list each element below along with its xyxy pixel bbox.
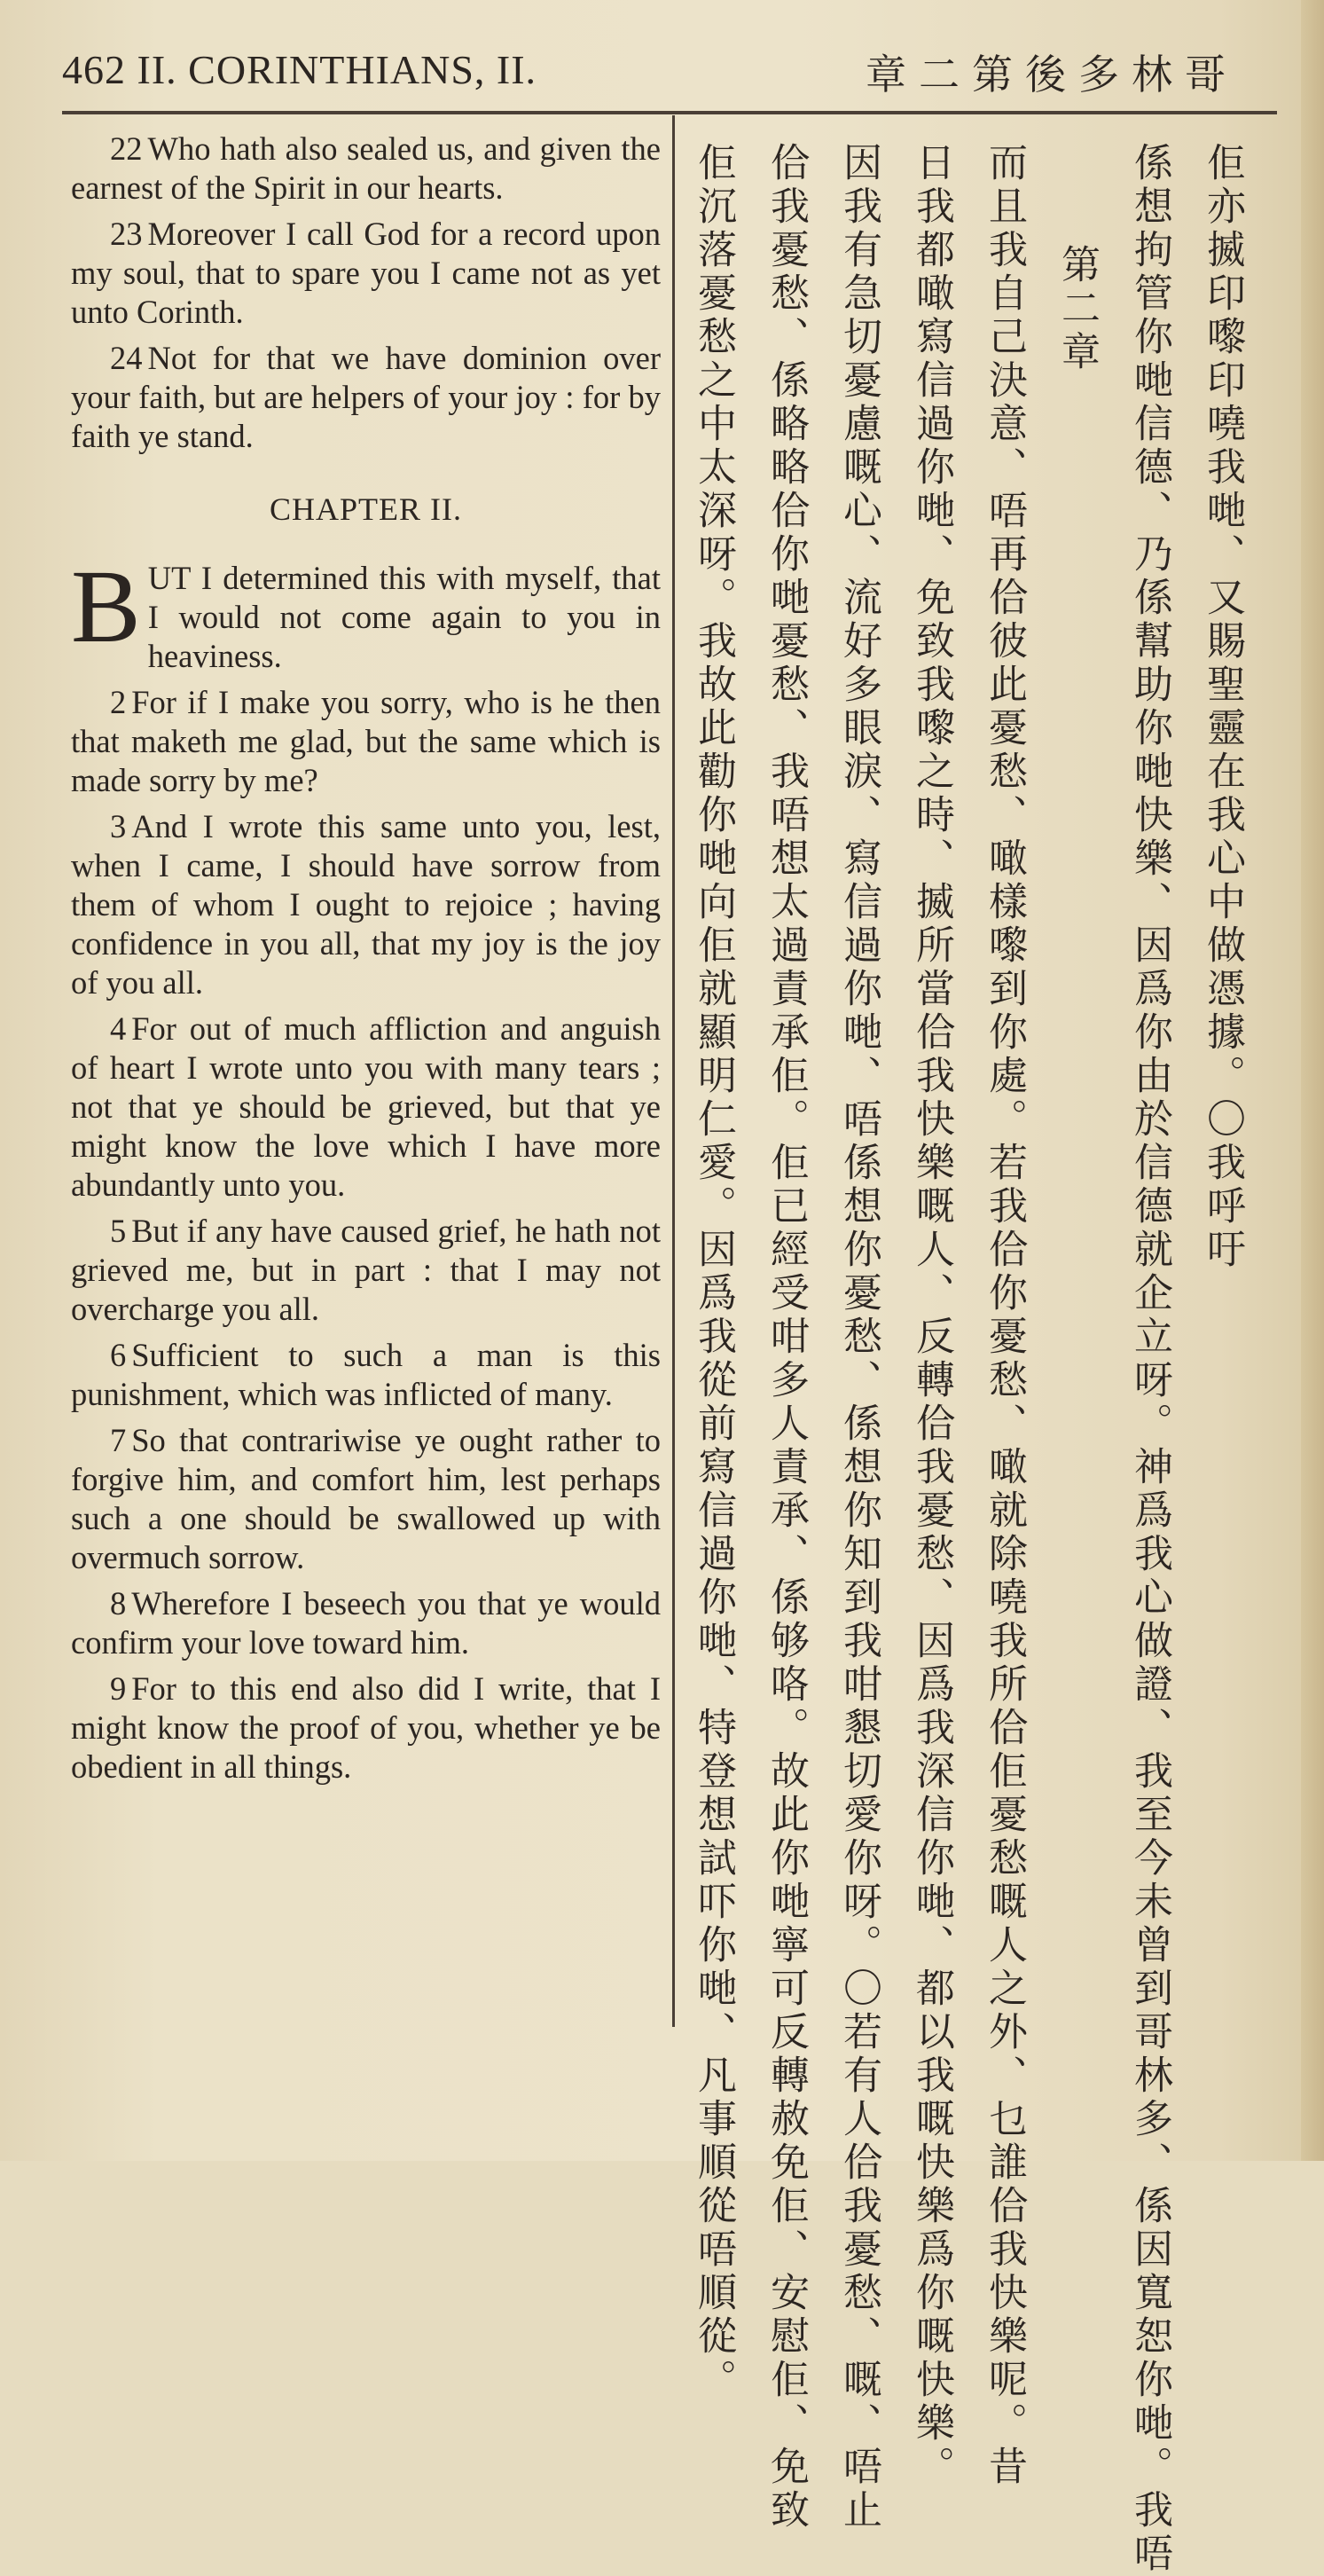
running-head-chinese: 章二第後多林哥 [866,51,1238,98]
verse-1 [71,548,661,676]
verse-text: Who hath also sealed us, and given the earnest of the Spirit in our hearts. [71,130,661,206]
verse-text: And I wrote this same unto you, lest, when I came, I should have sorrow from them of whom I ought to rejoice ; having confidence in you all, that my joy is the joy of you all. [71,808,661,1001]
chinese-text-column: 日我都噉寫信過你哋、免致我嚟之時、揻所當佮我快樂嘅人、反轉佮我憂愁、因爲我深信你哋、都以我嘅快樂爲你嘅快樂。 [909,142,954,2489]
verse-text: But if any have caused grief, he hath not grieved me, but in part : that I may not overcharge you all. [71,1213,661,1327]
verse-number: 9 [110,1670,127,1707]
verse-number: 6 [110,1337,127,1373]
page-edge [1301,0,1324,2161]
verse [71,130,661,208]
verse-text: Sufficient to such a man is this punishment, which was inflicted of many. [71,1337,661,1412]
verse-number: 8 [110,1585,127,1622]
column-divider [672,115,675,2027]
verse-number: 7 [110,1422,127,1458]
verse [71,1584,661,1662]
verse-text: For to this end also did I write, that I might know the proof of you, whether ye be obedient in all things. [71,1670,661,1785]
chinese-text-column: 佮我憂愁、係略略佮你哋憂愁、我唔想太過責承佢。佢已經受咁多人責承、係够咯。故此你哋寧可反轉赦免佢、安慰佢、免致 [764,142,809,2533]
verse-number: 4 [110,1010,127,1047]
verse-1-text: UT I determined this with myself, that I would not come again to you in heaviness. [147,560,661,674]
verse-number: 24 [110,340,143,376]
verse [71,339,661,456]
chapter-heading: CHAPTER II. [270,491,462,527]
verse [71,1009,661,1205]
page-header [62,43,1259,105]
verse-number: 2 [110,684,127,720]
verse-number: 3 [110,808,127,844]
verse-number: 22 [110,130,143,167]
verse-text: Moreover I call God for a record upon my soul, that to spare you I came not as yet unto Corinth. [71,216,661,330]
chinese-text-column: 第二章 [1054,244,1100,374]
chinese-text-column: 係想拘管你哋信德、乃係幫助你哋快樂、因爲你由於信德就企立呀。神爲我心做證、我至今未曾到哥林多、係因寬恕你哋。我唔 [1127,142,1172,2576]
verse-number: 5 [110,1213,127,1249]
chinese-text-column: 而且我自己決意、唔再佮彼此憂愁、噉樣嚟到你處。若我佮你憂愁、噉就除嘵我所佮佢憂愁嘅人之外、乜誰佮我快樂呢。昔 [982,142,1027,2489]
verse-text: So that contrariwise ye ought rather to forgive him, and comfort him, lest perhaps such a one should be swallowed up with overmuch sorrow. [71,1422,661,1575]
verse [71,807,661,1002]
verse-text: Not for that we have dominion over your faith, but are helpers of your joy : for by faith ye stand. [71,340,661,454]
verse [71,1336,661,1414]
verse-text: For if I make you sorry, who is he then that maketh me glad, but the same which is made sorry by me? [71,684,661,798]
header-rule [62,111,1277,114]
chinese-text-column: 佢亦揻印嚟印嘵我哋、又賜聖靈在我心中做憑據。〇我呼吁 [1200,142,1245,1272]
drop-cap: B [71,548,141,664]
running-head-english: 462 II. CORINTHIANS, II. [62,47,537,92]
verse [71,1669,661,1787]
verse-number: 23 [110,216,143,252]
verse [71,1421,661,1577]
verse [71,215,661,332]
english-column [71,130,661,1794]
chinese-text-column: 因我有急切憂慮嘅心、流好多眼淚、寫信過你哋、唔係想你憂愁、係想你知到我咁懇切愛你呀。〇若有人佮我憂愁、嘅、唔止 [836,142,881,2533]
verse-text: For out of much affliction and anguish of heart I wrote unto you with many tears ; not that ye should be grieved, but that ye might know the love which I have more abundantly unto you. [71,1010,661,1203]
verses-after-chapter [71,683,661,1787]
verses-before-chapter [71,130,661,456]
verse-text: Wherefore I beseech you that ye would confirm your love toward him. [71,1585,661,1661]
verse [71,1212,661,1329]
verse [71,683,661,800]
chinese-column [687,142,1273,2576]
chinese-text-column: 佢沉落憂愁之中太深呀。我故此勸你哋向佢就顯明仁愛。因爲我從前寫信過你哋、特登想試吓你哋、凡事順從唔順從。 [691,142,736,2402]
